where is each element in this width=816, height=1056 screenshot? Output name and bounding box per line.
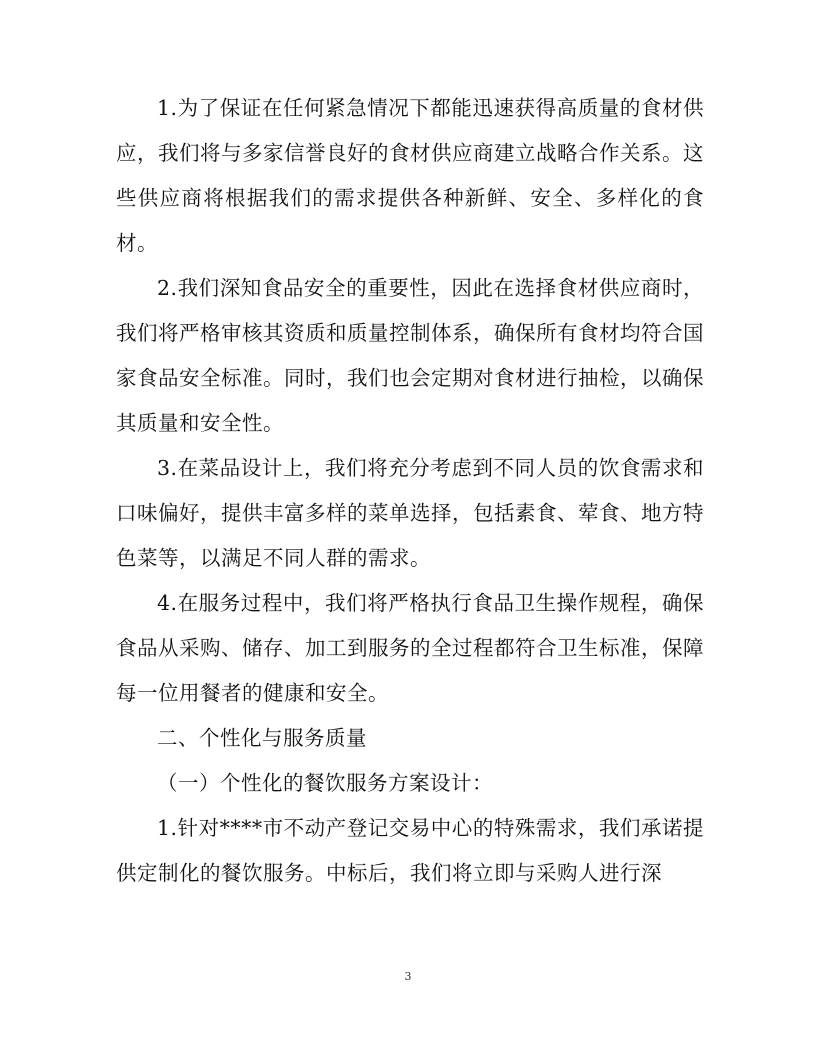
page-number: 3 [404,970,412,983]
subsection-heading: （一）个性化的餐饮服务方案设计： [157,771,493,795]
paragraph-supply-partners: 1.为了保证在任何紧急情况下都能迅速获得高质量的食材供应，我们将与多家信誉良好的食材供应商建立战略合作关系。这些供应商将根据我们的需求提供各种新鲜、安全、多样化的食材。 [116,96,704,255]
paragraph-custom-service: 1.针对****市不动产登记交易中心的特殊需求，我们承诺提供定制化的餐饮服务。中标后，我们将立即与采购人进行深 [116,816,704,885]
paragraph-menu-design: 3.在菜品设计上，我们将充分考虑到不同人员的饮食需求和口味偏好，提供丰富多样的菜单选择，包括素食、荤食、地方特色菜等，以满足不同人群的需求。 [116,456,704,570]
paragraph-hygiene-process: 4.在服务过程中，我们将严格执行食品卫生操作规程，确保食品从采购、储存、加工到服务的全过程都符合卫生标准，保障每一位用餐者的健康和安全。 [116,591,704,705]
paragraph-food-safety: 2.我们深知食品安全的重要性，因此在选择食材供应商时，我们将严格审核其资质和质量控制体系，确保所有食材均符合国家食品安全标准。同时，我们也会定期对食材进行抽检，以确保其质量和安全性。 [116,276,704,435]
document-body [116,86,704,896]
section-heading: 二、个性化与服务质量 [157,726,367,750]
